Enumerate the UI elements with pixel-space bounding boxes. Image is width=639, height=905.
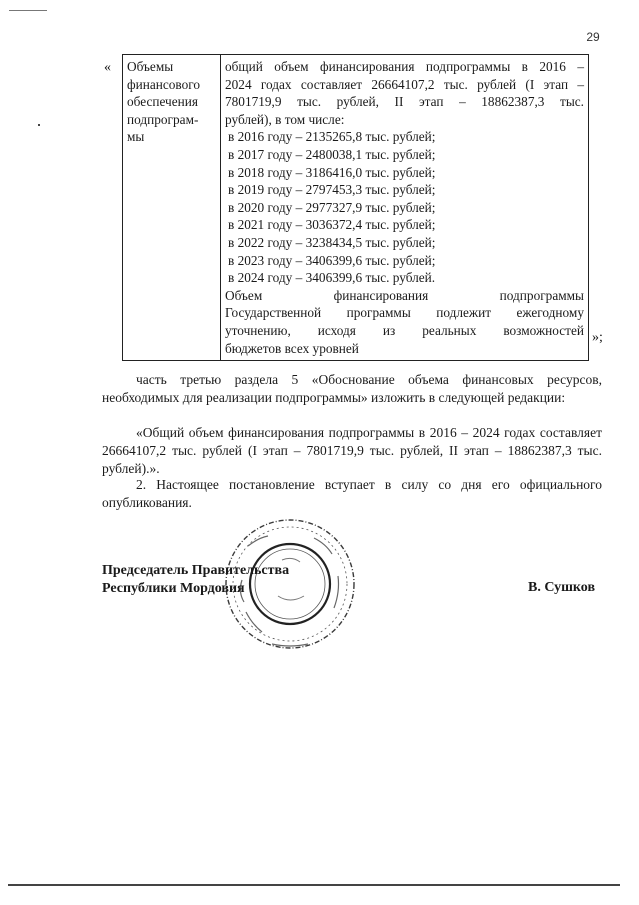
paragraph-text: 2. Настоящее постановление вступает в силу со дня его официального опубликования. [102,477,602,510]
signatory-title [102,562,289,598]
signatory-title-line: Республики Мордовия [102,581,245,596]
subprogram-passport-table [122,54,589,361]
signatory-name: В. Сушков [528,580,596,595]
note-line: Объем финансирования подпрограммы [225,287,584,303]
label-line: подпрограм- [127,111,199,127]
value-cell [221,55,589,361]
intro-line: рублей), в том числе: [225,111,345,127]
year-line: в 2021 году – 3036372,4 тыс. рублей; [228,217,436,233]
year-line: в 2024 году – 3406399,6 тыс. рублей. [228,270,436,286]
amendment-paragraph [102,371,602,407]
note-line: Государственной программы подлежит ежегодному [225,305,584,321]
opening-quote: « [104,60,111,75]
label-cell [123,55,221,361]
label-line: мы [127,129,145,145]
year-line: в 2017 году – 2480038,1 тыс. рублей; [228,146,436,162]
table-row [123,55,589,361]
paragraph-text: «Общий объем финансирования подпрограммы в 2016 – 2024 годах составляет 26664107,2 тыс. рублей (I этап – 7801719,9 тыс. рублей, II этап – 18862387,3 тыс. рублей).». [102,425,602,476]
entry-into-force-paragraph [102,476,602,512]
paragraph-text: часть третью раздела 5 «Обоснование объема финансовых ресурсов, необходимых для реализации подпрограммы» изложить в следующей редакции: [102,372,602,405]
signatory-title-line: Председатель Правительства [102,563,290,578]
year-line: в 2018 году – 3186416,0 тыс. рублей; [228,164,436,180]
scan-edge-mark [9,10,47,11]
label-line: финансового [127,76,201,92]
label-line: обеспечения [127,94,198,110]
scan-edge-line [8,884,620,886]
year-line: в 2020 году – 2977327,9 тыс. рублей; [228,199,436,215]
scan-speck [38,124,40,126]
new-wording-paragraph [102,424,602,478]
year-line: в 2016 году – 2135265,8 тыс. рублей; [228,129,436,145]
note-line: бюджетов всех уровней [225,340,359,356]
intro-line: 7801719,9 тыс. рублей, II этап – 18862387,3 тыс. [225,94,584,110]
year-line: в 2019 году – 2797453,3 тыс. рублей; [228,182,436,198]
page-number: 29 [586,30,600,44]
year-line: в 2022 году – 3238434,5 тыс. рублей; [228,234,436,250]
year-line: в 2023 году – 3406399,6 тыс. рублей; [228,252,436,268]
intro-line: 2024 годах составляет 26664107,2 тыс. рублей (I этап – [225,76,584,92]
label-line: Объемы [127,59,174,74]
note-line: уточнению, исходя из реальных возможностей [225,322,584,338]
intro-line: общий объем финансирования подпрограммы в 2016 – [225,59,584,74]
closing-quote: »; [592,330,603,345]
